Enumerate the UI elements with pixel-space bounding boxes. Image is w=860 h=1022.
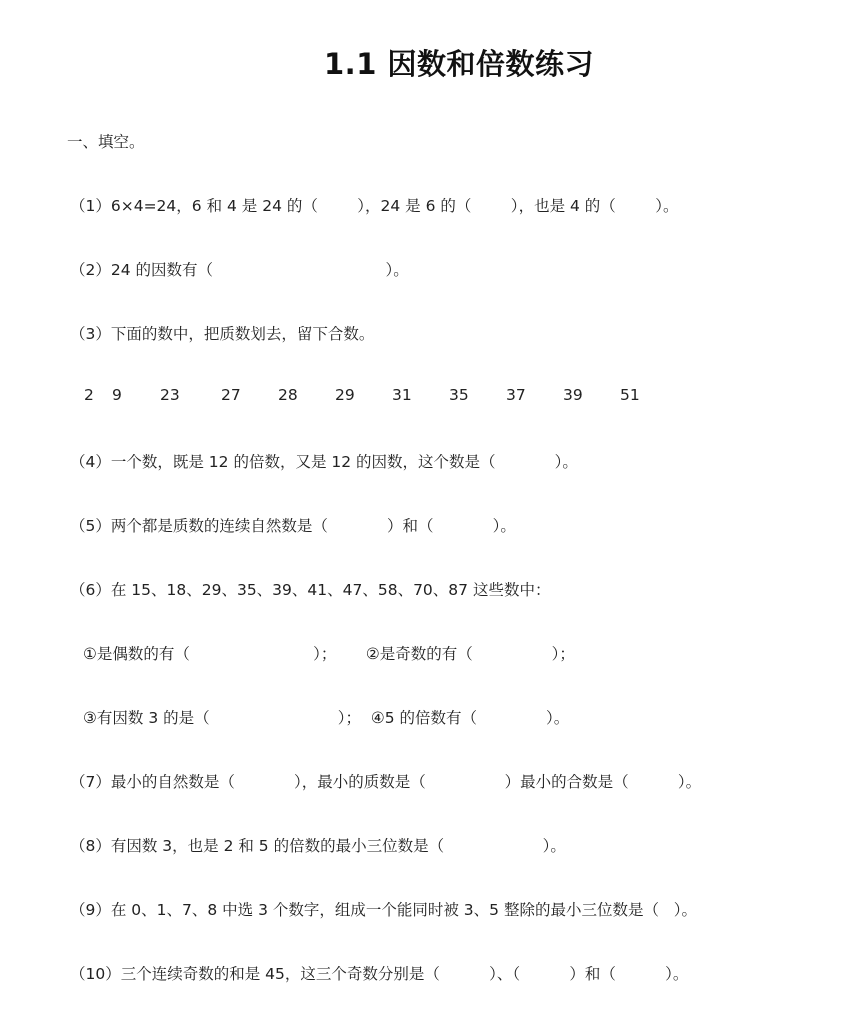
number-item: 31 <box>392 386 412 404</box>
number-item: 9 <box>112 386 122 404</box>
number-item: 28 <box>278 386 298 404</box>
question-4: （4）一个数，既是 12 的倍数，又是 12 的因数，这个数是（ ）。 <box>70 453 578 471</box>
worksheet-title: 1.1 因数和倍数练习 <box>324 47 594 81</box>
number-item: 23 <box>160 386 180 404</box>
question-3: （3）下面的数中，把质数划去，留下合数。 <box>70 325 375 343</box>
question-1: （1）6×4=24，6 和 4 是 24 的（ ），24 是 6 的（ ），也是 4 的（ ）。 <box>70 197 679 215</box>
number-item: 39 <box>563 386 583 404</box>
question-8: （8）有因数 3，也是 2 和 5 的倍数的最小三位数是（ ）。 <box>70 837 566 855</box>
question-10: （10）三个连续奇数的和是 45，这三个奇数分别是（ ）、（ ）和（ ）。 <box>70 965 689 983</box>
question-9: （9）在 0、1、7、8 中选 3 个数字，组成一个能同时被 3、5 整除的最小三位数是（ ）。 <box>70 901 697 919</box>
number-item: 29 <box>335 386 355 404</box>
question-6-part-a: ①是偶数的有（ ）； ②是奇数的有（ ）； <box>83 645 575 663</box>
question-7: （7）最小的自然数是（ ），最小的质数是（ ）最小的合数是（ ）。 <box>70 773 702 791</box>
number-item: 35 <box>449 386 469 404</box>
number-item: 27 <box>221 386 241 404</box>
question-5: （5）两个都是质数的连续自然数是（ ）和（ ）。 <box>70 517 516 535</box>
number-item: 37 <box>506 386 526 404</box>
section-heading: 一、填空。 <box>67 133 145 151</box>
number-item: 51 <box>620 386 640 404</box>
question-6-part-b: ③有因数 3 的是（ ）； ④5 的倍数有（ ）。 <box>83 709 570 727</box>
number-item: 2 <box>84 386 94 404</box>
question-2: （2）24 的因数有（ ）。 <box>70 261 409 279</box>
question-6: （6）在 15、18、29、35、39、41、47、58、70、87 这些数中： <box>70 581 551 599</box>
